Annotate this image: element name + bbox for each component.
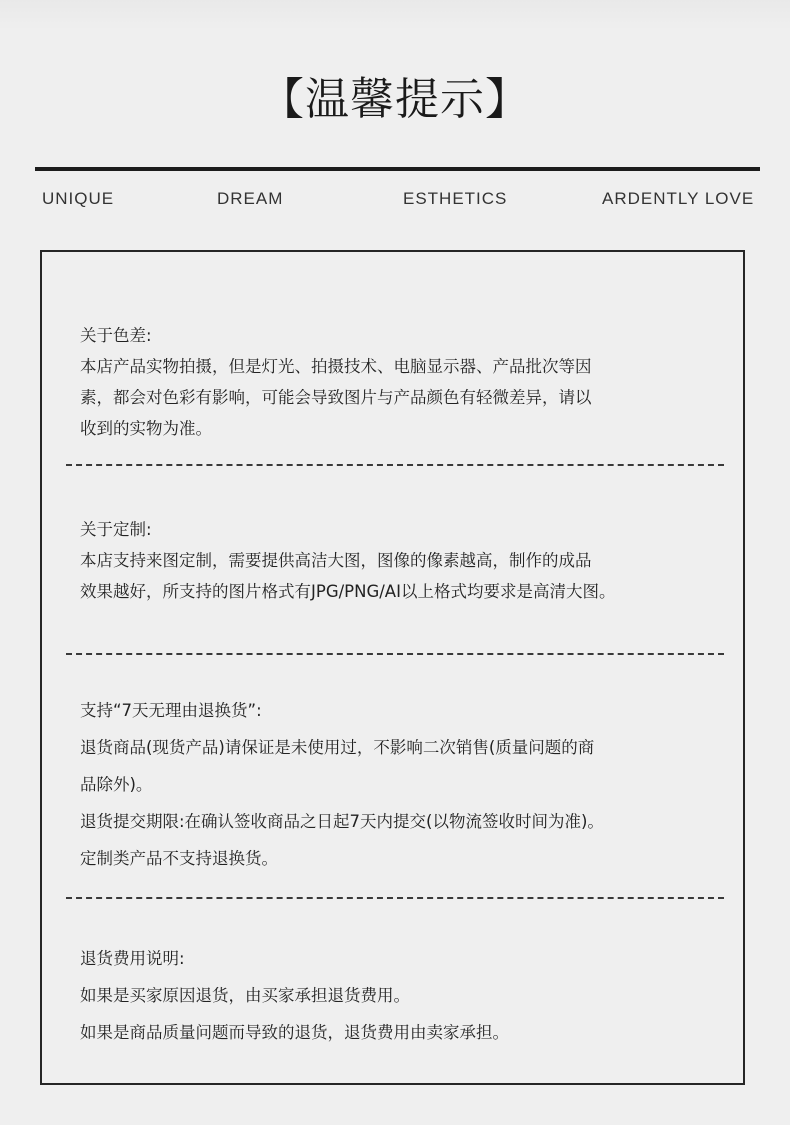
tagline-unique: UNIQUE (42, 189, 115, 208)
section-line: 如果是商品质量问题而导致的退货，退货费用由卖家承担。 (80, 1023, 509, 1042)
section-heading: 关于定制: (80, 520, 152, 539)
section-color-difference (80, 320, 720, 444)
section-customization (80, 514, 720, 607)
section-line: 本店支持来图定制，需要提供高洁大图，图像的像素越高，制作的成品 (80, 551, 592, 570)
dashed-divider (66, 897, 724, 899)
notice-box (40, 250, 745, 1085)
section-line: 品除外)。 (80, 775, 153, 794)
tagline-esthetics: ESTHETICS (403, 189, 508, 208)
section-heading: 支持“7天无理由退换货”: (80, 701, 262, 720)
section-line: 退货提交期限:在确认签收商品之日起7天内提交(以物流签收时间为准)。 (80, 812, 604, 831)
section-line: 定制类产品不支持退换货。 (80, 849, 278, 868)
section-heading: 关于色差: (80, 326, 152, 345)
section-line: 素，都会对色彩有影响，可能会导致图片与产品颜色有轻微差异，请以 (80, 388, 592, 407)
section-line: 如果是买家原因退货，由买家承担退货费用。 (80, 986, 410, 1005)
title-rule (35, 167, 760, 171)
section-heading: 退货费用说明: (80, 949, 185, 968)
tagline-dream: DREAM (217, 189, 284, 208)
dashed-divider (66, 653, 724, 655)
section-line: 效果越好，所支持的图片格式有JPG/PNG/AI以上格式均要求是高清大图。 (80, 582, 616, 601)
dashed-divider (66, 464, 724, 466)
tagline-ardently-love: ARDENTLY LOVE (602, 189, 755, 208)
section-return-fees (80, 940, 720, 1051)
page-title: 【温馨提示】 (260, 74, 530, 125)
section-return-policy (80, 692, 720, 877)
section-line: 退货商品(现货产品)请保证是未使用过，不影响二次销售(质量问题的商 (80, 738, 595, 757)
section-line: 收到的实物为准。 (80, 419, 212, 438)
section-line: 本店产品实物拍摄，但是灯光、拍摄技术、电脑显示器、产品批次等因 (80, 357, 592, 376)
